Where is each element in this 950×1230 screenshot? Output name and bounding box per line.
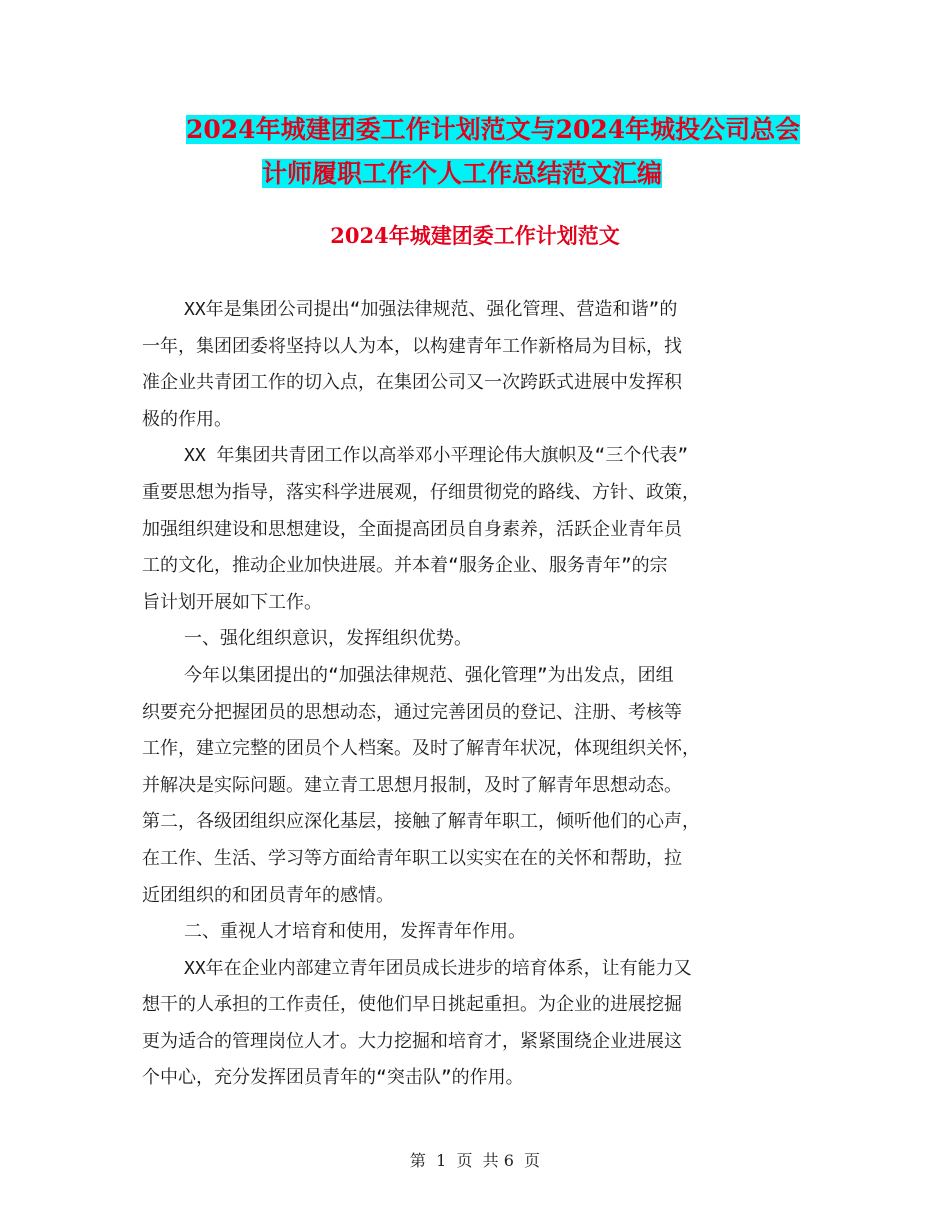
paragraph-line: 旨计划开展如下工作。 [142,591,322,613]
paragraph-line: 织要充分把握团员的思想动态，通过完善团员的登记、注册、考核等 [142,701,682,723]
document-title-line-2 [262,152,662,196]
highlighted-title-text-1: 2024年城建团委工作计划范文与2024年城投公司总会 [186,115,801,144]
paragraph-line: 今年以集团提出的“加强法律规范、强化管理”为出发点，团组 [184,664,674,686]
paragraph-line: 重要思想为指导，落实科学进展观，仔细贯彻党的路线、方针、政策， [142,481,700,503]
paragraph-line: 工作，建立完整的团员个人档案。及时了解青年状况，体现组织关怀， [142,738,700,760]
paragraph-line: XX年是集团公司提出“加强法律规范、强化管理、营造和谐”的 [184,299,678,320]
heading-line: 二、重视人才培育和使用，发挥青年作用。 [184,921,526,943]
paragraph-line: 近团组织的和团员青年的感情。 [142,884,394,906]
section-title: 2024年城建团委工作计划范文 [330,223,620,248]
highlighted-title-text-2: 计师履职工作个人工作总结范文汇编 [262,159,663,188]
paragraph-line: XX 年集团共青团工作以高举邓小平理论伟大旗帜及“三个代表” [184,445,689,467]
paragraph-line: 极的作用。 [142,408,232,430]
body-text [142,292,812,1097]
paragraph-line: 第二，各级团组织应深化基层，接触了解青年职工，倾听他们的心声， [142,811,700,833]
document-title-line-1 [186,108,800,152]
paragraph-line: 更为适合的管理岗位人才。大力挖掘和培育才，紧紧围绕企业进展这 [142,1030,682,1052]
page-footer: 第 1 页 共 6 页 [409,1151,541,1170]
paragraph-line: 想干的人承担的工作责任，使他们早日挑起重担。为企业的进展挖掘 [142,994,682,1016]
paragraph-line: 工的文化，推动企业加快进展。并本着“服务企业、服务青年”的宗 [142,555,668,577]
paragraph-line: XX年在企业内部建立青年团员成长进步的培育体系，让有能力又 [184,957,692,979]
paragraph-line: 并解决是实际问题。建立青工思想月报制，及时了解青年思想动态。 [142,774,682,796]
paragraph-line: 加强组织建设和思想建设，全面提高团员自身素养，活跃企业青年员 [142,518,682,540]
paragraph-line: 一年，集团团委将坚持以人为本，以构建青年工作新格局为目标，找 [142,335,682,357]
paragraph-line: 在工作、生活、学习等方面给青年职工以实实在在的关怀和帮助，拉 [142,847,682,869]
paragraph-line: 个中心，充分发挥团员青年的“突击队”的作用。 [142,1067,524,1089]
paragraph-line: 准企业共青团工作的切入点，在集团公司又一次跨跃式进展中发挥积 [142,372,682,394]
heading-line: 一、强化组织意识，发挥组织优势。 [184,628,472,650]
